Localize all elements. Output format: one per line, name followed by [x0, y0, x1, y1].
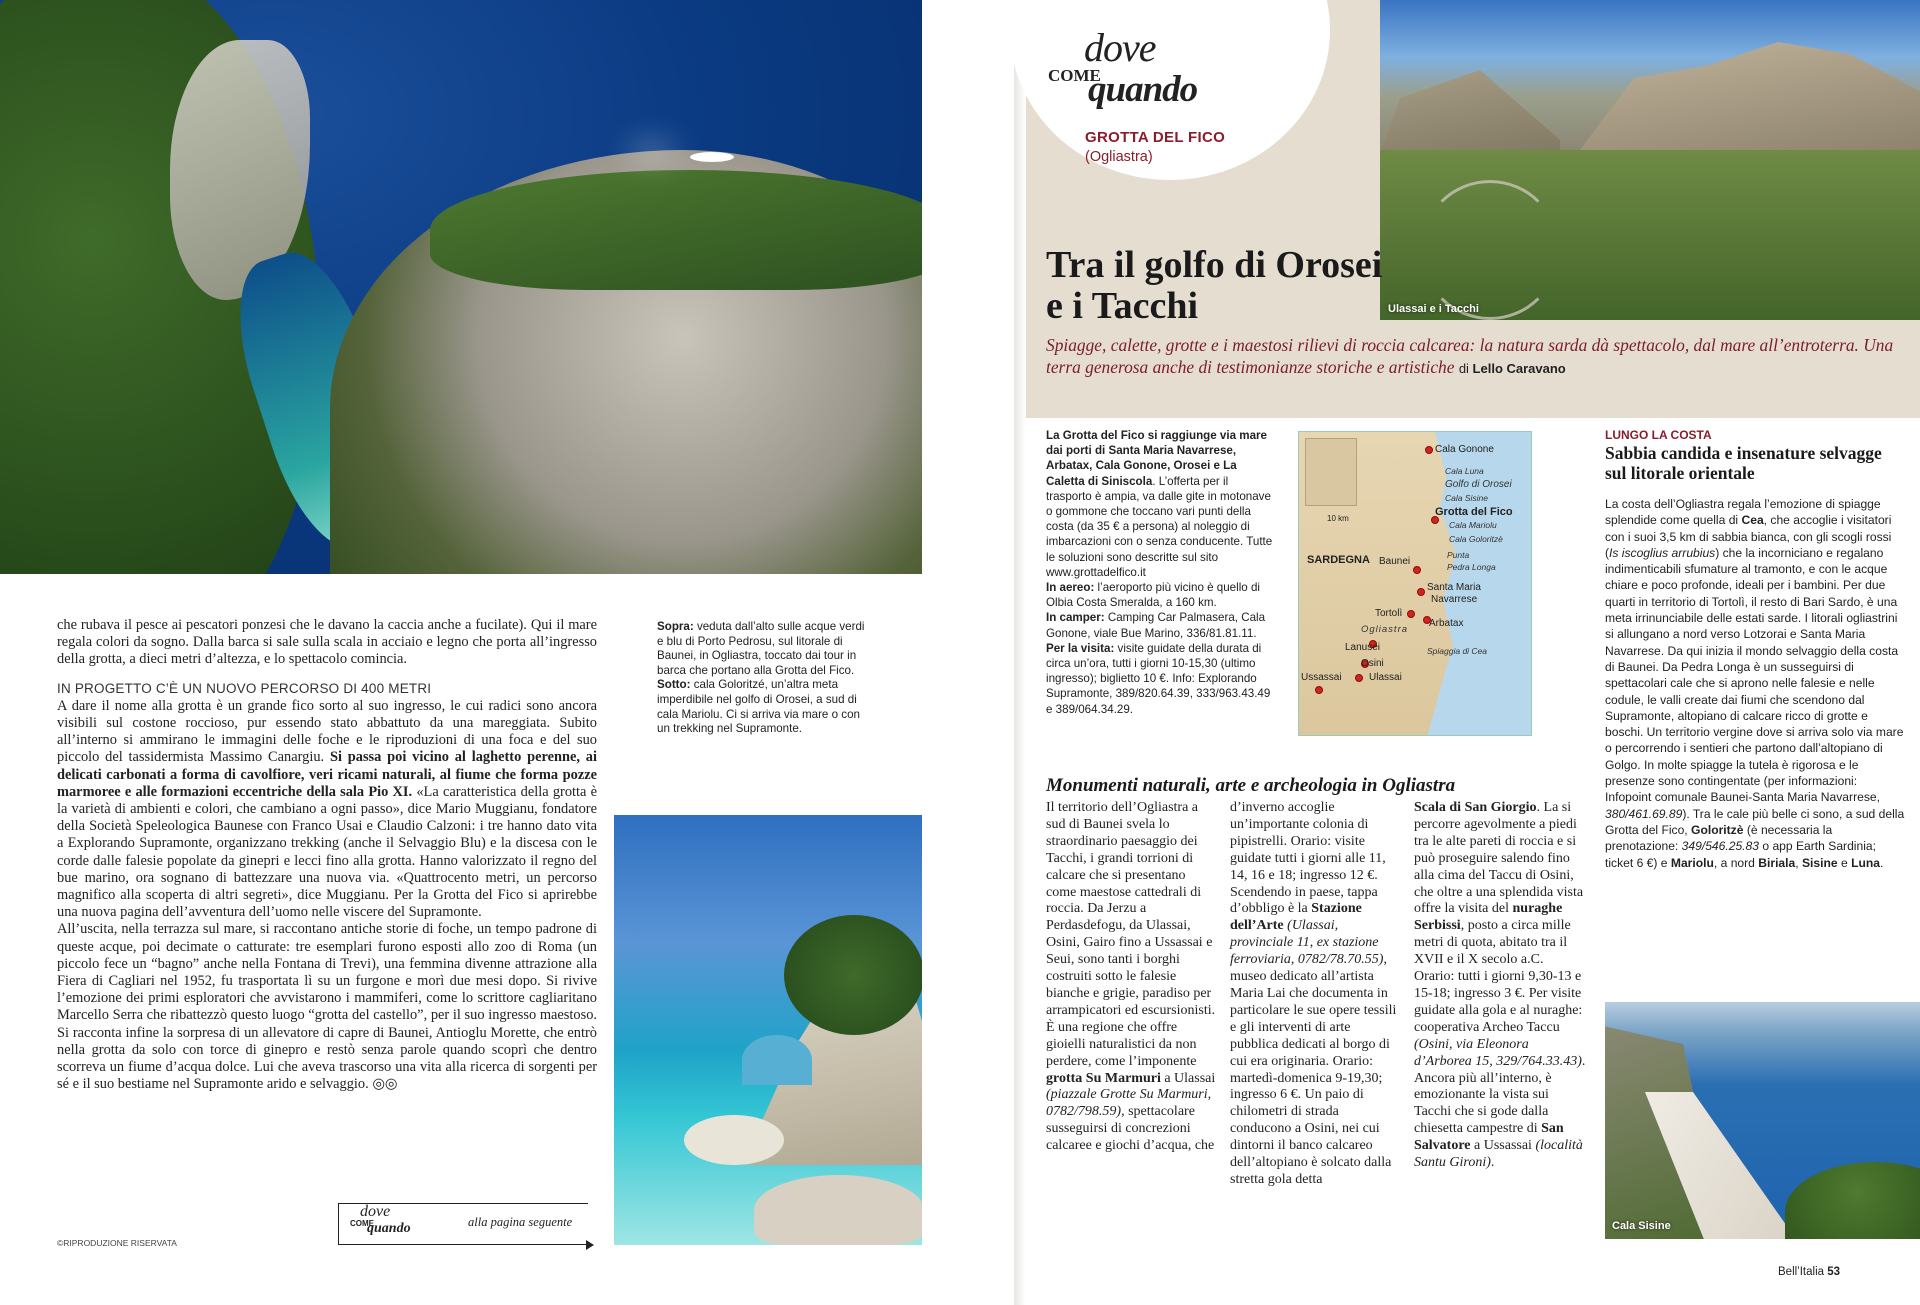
headline: Tra il golfo di Orosei e i Tacchi	[1046, 244, 1383, 327]
boat-icon	[690, 152, 734, 162]
map-marker	[1417, 588, 1425, 596]
photo-cala-sisine	[1605, 1002, 1920, 1239]
continue-link-box[interactable]: dove COME quando alla pagina seguente	[338, 1203, 596, 1251]
sidebar-title: Sabbia candida e insenature selvagge sul litorale orientale	[1605, 443, 1882, 483]
photo-caption: Sopra: veduta dall’alto sulle acque verdi e blu di Porto Pedrosu, sul litorale di Baunei, in Ogliastra, toccato dai tour in barca che portano alla Grotta del Fico. Sotto: cala Goloritzé, un’altra meta imperdibile nel golfo di Orosei, a sud di cala Mariolu. Ci si arriva via mare o con un trekking nel Supramonte.	[657, 620, 865, 736]
photo-ulassai-tacchi	[1380, 0, 1920, 320]
photo-caption-ulassai: Ulassai e i Tacchi	[1388, 303, 1479, 315]
monumenti-text	[1046, 800, 1586, 1240]
sidebar-kicker: LUNGO LA COSTA	[1605, 428, 1712, 442]
map-inset-italy	[1305, 438, 1357, 506]
monumenti-column-1: Il territorio dell’Ogliastra a sud di Baunei svela lo straordinario paesaggio dei Tacchi, i grandi torrioni di calcare che si presentano come maestose cattedrali di roccia. Da Jerzu a Perdasdefogu, da Ulassai, Osini, Gairo fino a Ussassai e Seui, sono tanti i borghi costruiti sotto le falesie bianche e grigie, paradiso per arrampicatori ed escursionisti. È una regione che offre gioielli naturalistici da non perdere, come l’imponente grotta Su Marmuri a Ulassai (piazzale Grotte Su Marmuri, 0782/798.59), spettacolare susseguirsi di concrezioni calcaree e giochi d’acqua, che	[1046, 800, 1216, 1154]
monumenti-column-3: Scala di San Giorgio. La si percorre agevolmente a piedi tra le alte pareti di roccia e si può proseguire salendo fino alla cima del Taccu di Osini, che oltre a una splendida vista offre la visita del nuraghe Serbissi, posto a circa mille metri di quota, abitato tra il XVII e il X secolo a.C. Orario: tutti i giorni 9,30-13 e 15-18; ingresso 3 €. Per visite guidate alla gola e al nuraghe: cooperativa Archeo Taccu (Osini, via Eleonora d’Arborea 15, 329/764.33.43). Ancora più all’interno, è emozionante la vista sui Tacchi che si gode dalla chiesetta campestre di San Salvatore a Ussassai (località Santu Gironi).	[1414, 800, 1586, 1171]
place-region: (Ogliastra)	[1085, 149, 1153, 165]
map-marker	[1407, 610, 1415, 618]
photo-caption-sisine: Cala Sisine	[1612, 1220, 1671, 1232]
place-name: GROTTA DEL FICO	[1085, 129, 1226, 146]
travel-info: La Grotta del Fico si raggiunge via mare dai porti di Santa Maria Navarrese, Arbatax, Cala Gonone, Orosei e La Caletta di Siniscola. L’offerta per il trasporto è ampia, va dalle gite in motonave o gommone che toccano vari punti della costa (da 35 € a persona) al noleggio di imbarcazioni con o senza conducente. Tutte le soluzioni sono descritte sul sito www.grottadelfico.it In aereo: l’aeroporto più vicino è quello di Olbia Costa Smeralda, a 160 km. In camper: Camping Car Palmasera, Cala Gonone, viale Bue Marino, 336/81.81.11. Per la visita: visite guidate della durata di circa un’ora, tutti i giorni 10-15,30 (ultimo ingresso); biglietto 10 €. Info: Explorando Supramonte, 389/820.64.39, 333/963.43.49 e 389/064.34.29.	[1046, 429, 1273, 716]
photo-cala-goloritze	[614, 815, 922, 1245]
sidebar-text: La costa dell’Ogliastra regala l’emozione di spiagge splendide come quella di Cea, che accoglie i visitatori con i suoi 3,5 km di sabbia bianca, con gli scogli rossi (Is iscoglius arrubius) che la incorniciano e regalano indimenticabili sfumature al tramonto, e con le acque chiare e poco profonde, ideali per i bambini. Per due quarti in territorio di Tortolì, il resto di Bari Sardo, è una meta irrinunciabile delle estati sarde. I litorali ogliastrini si allungano a nord verso Lotzorai e Santa Maria Navarrese. Da qui inizia il mondo selvaggio della costa di Baunei. Da Pedra Longa è un susseguirsi di spettacolari cale che si aprono nelle falesie e nelle codule, le valli create dai fiumi che scendono dal Supramonte, altopiano di calcare ricco di grotte e boschi. Un territorio vergine dove si arriva solo via mare o percorrendo i sentieri che partono dall’altopiano di Golgo. In molte spiagge la tutela è rigorosa e le presenze sono contingentate (per informazioni: Infopoint comunale Baunei-Santa Maria Navarrese, 380/461.69.89). Tra le cale più belle ci sono, a sud della Grotta del Fico, Goloritzè (è necessaria la prenotazione: 349/546.25.83 o app Earth Sardinia; ticket 6 €) e Mariolu, a nord Biriala, Sisine e Luna.	[1605, 497, 1905, 870]
section-title-monumenti: Monumenti naturali, arte e archeologia in Ogliastra	[1046, 775, 1456, 796]
article-body	[57, 617, 597, 1093]
paragraph-main: A dare il nome alla grotta è un grande fico sorto al suo ingresso, le cui radici sono ancora visibili sul costone roccioso, pur essendo stato abbattuto da una mareggiata. Subito all’interno si ammirano le immagini delle foche e le riproduzioni di una foca e del suo piccolo del tassidermista Massimo Canargiu. Si passa poi vicino al laghetto perenne, ai delicati carbonati a forma di cavolfiore, veri ricami naturali, al fiume che forma pozze marmoree e alle formazioni eccentriche della sala Pio XI. «La caratteristica della grotta è la varietà di ambienti e colori, che cambiano a ogni passo», dice Mario Muggianu, fondatore della Società Speleologica Baunese con Franco Usai e Claudio Calzoni: i tre hanno dato vita a Explorando Supramonte, organizzano trekking (anche il Selvaggio Blu) e la discesa con le corde dalle falesie popolate da ginepri e lecci fino alla grotta. Hanno valorizzato il regno del bue marino, ora sognano di battezzare una nuova via. «Quattrocento metri, un percorso magnifico alla scoperta di altri segreti», dice Muggianu. Per la Grotta del Fico si aprirebbe una nuova pagina dell’avventura dell’uomo nelle viscere del Supramonte.	[57, 697, 598, 921]
continue-link-label: alla pagina seguente	[468, 1215, 573, 1229]
byline: di Lello Caravano	[1458, 361, 1566, 376]
paragraph-closing: All’uscita, nella terrazza sul mare, si raccontano antiche storie di foche, un tempo padrone di queste acque, poi decimate o catturate: tre esemplari furono esposti allo zoo di Roma (un piccolo fece un “bagno” anche nella Fontana di Trevi), una femmina divenne attrazione alla Fiera di Cagliari nel 1952, fu trasportata lì su un furgone e morì due mesi dopo. Si rivive l’emozione dei primi esploratori che avvistarono i mammiferi, come lo scrittore cagliaritano Marcello Serra che ribattezzò questo luogo “grotta del castello”, per il suo ingresso maestoso. Si racconta infine la sorpresa di un allevatore di capre di Baunei, Antioglu Morette, che entrò nella grotta da solo con torce di ginepro e restò senza parole quando scoprì che dentro scorreva un fiume d’acqua dolce. Lui che aveva trascorso una vita alla ricerca di sorgenti per sé e il suo bestiame nel Supramonte arido e selvaggio. ◎◎	[57, 921, 597, 1093]
map-marker	[1315, 686, 1323, 694]
standfirst: Spiagge, calette, grotte e i maestosi rilievi di roccia calcarea: la natura sarda dà spettacolo, dal mare all’entroterra. Una terra generosa anche di testimonianze storiche e artistiche di Lello Caravano	[1046, 335, 1894, 377]
article-subhead: IN PROGETTO C’È UN NUOVO PERCORSO DI 400 METRI	[57, 680, 432, 696]
map-marker	[1425, 446, 1433, 454]
page-gutter	[1014, 0, 1026, 1305]
monumenti-column-2: d’inverno accoglie un’importante colonia di pipistrelli. Orario: visite guidate tutti i giorni alle 11, 14, 16 e 18; ingresso 12 €. Scendendo in paese, tappa d’obbligo è la Stazione dell’Arte (Ulassai, provinciale 11, ex stazione ferroviaria, 0782/78.70.55), museo dedicato all’artista Maria Lai che documenta in particolare le sue opere tessili e gli interventi di arte pubblica dedicati al borgo di cui era originaria. Orario: martedì-domenica 9-19,30; ingresso 6 €. Un paio di chilometri di strada conducono a Osini, nei cui dintorni il banco calcareo dell’altopiano è solcato dalla stretta gola detta	[1230, 800, 1397, 1187]
page-number: 53	[1827, 1266, 1841, 1278]
map-marker	[1355, 674, 1363, 682]
hero-photo-porto-pedrosu	[0, 0, 922, 574]
paragraph-intro: che rubava il pesce ai pescatori ponzesi che le davano la caccia anche a fucilate). Qui il mare regala colori da sogno. Dalla barca si sale sulla scala in acciaio e legno che porta all’ingresso della grotta, a dieci metri d’altezza, e lo spettacolo comincia.	[57, 617, 597, 668]
copyright-note: ©RIPRODUZIONE RISERVATA	[57, 1238, 177, 1248]
map-marker	[1413, 566, 1421, 574]
arrow-right-icon	[586, 1240, 594, 1250]
area-map: 10 km Cala Gonone Cala Luna Golfo di Orosei Cala Sisine Grotta del Fico Cala Mariolu Cala Goloritzè SARDEGNA Baunei Punta Pedra Longa Santa Maria Navarrese Tortolì Arbatax Ogliastra Lanusei Spiaggia di Cea Osini Ulassai Ussassai	[1298, 431, 1532, 736]
page-folio: Bell’Italia 53	[1778, 1266, 1841, 1278]
